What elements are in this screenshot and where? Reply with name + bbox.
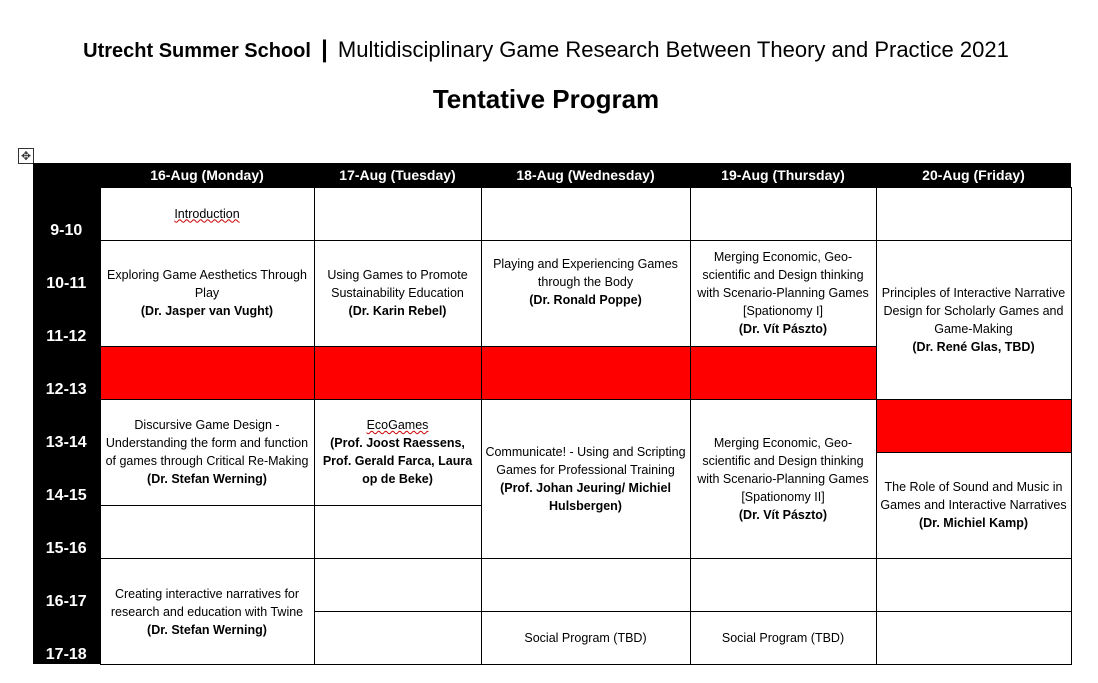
break-cell xyxy=(314,346,481,399)
session-cell[interactable] xyxy=(100,187,314,240)
session-presenter: (Dr. René Glas, TBD) xyxy=(912,339,1035,354)
session-cell[interactable] xyxy=(876,452,1071,558)
table-row xyxy=(33,187,1071,240)
schedule-table xyxy=(33,163,1072,665)
session-title: Using Games to Promote Sustainability Education xyxy=(327,268,468,300)
session-cell[interactable] xyxy=(314,240,481,346)
session-title: Introduction xyxy=(174,206,240,221)
session-cell[interactable] xyxy=(690,240,876,346)
session-presenter: (Dr. Stefan Werning) xyxy=(147,472,267,486)
program-title: Tentative Program xyxy=(432,84,660,114)
session-cell[interactable] xyxy=(481,399,690,558)
empty-cell[interactable] xyxy=(690,187,876,240)
session-title: Discursive Game Design - Understanding the form and function of games through Critical Re-Making xyxy=(105,418,309,468)
heading-separator: | xyxy=(321,36,328,63)
empty-cell[interactable] xyxy=(481,187,690,240)
day-header: 18-Aug (Wednesday) xyxy=(481,163,690,187)
session-cell[interactable] xyxy=(100,240,314,346)
break-cell xyxy=(100,346,314,399)
session-cell[interactable] xyxy=(314,399,481,505)
time-slot: 9-10 xyxy=(33,187,100,240)
table-row xyxy=(33,399,1071,452)
empty-cell[interactable] xyxy=(100,505,314,558)
time-slot: 15-16 xyxy=(33,505,100,558)
session-title: Communicate! - Using and Scripting Games for Professional Training xyxy=(485,444,686,477)
time-slot: 13-14 xyxy=(33,399,100,452)
break-cell xyxy=(481,346,690,399)
break-cell xyxy=(876,399,1071,452)
break-cell xyxy=(690,346,876,399)
session-title: Creating interactive narratives for research and education with Twine xyxy=(110,586,304,619)
session-presenter: (Dr. Karin Rebel) xyxy=(348,304,447,318)
empty-cell[interactable] xyxy=(314,611,481,664)
empty-cell[interactable] xyxy=(876,611,1071,664)
school-name: Utrecht Summer School xyxy=(83,40,311,62)
session-presenter: (Dr. Jasper van Vught) xyxy=(140,304,274,318)
session-cell[interactable] xyxy=(481,611,690,664)
session-presenter: (Prof. Joost Raessens, Prof. Gerald Farca, Laura op de Beke) xyxy=(322,436,473,486)
session-presenter: (Dr. Ronald Poppe) xyxy=(529,292,642,307)
session-cell[interactable] xyxy=(876,240,1071,399)
session-cell[interactable] xyxy=(690,399,876,558)
empty-cell[interactable] xyxy=(314,505,481,558)
empty-cell[interactable] xyxy=(876,558,1071,611)
empty-cell[interactable] xyxy=(481,558,690,611)
session-presenter: (Prof. Johan Jeuring/ Michiel Hulsbergen) xyxy=(500,480,671,513)
session-title: Principles of Interactive Narrative Design for Scholarly Games and Game-Making xyxy=(881,285,1066,336)
session-title: The Role of Sound and Music in Games and Interactive Narratives xyxy=(880,480,1067,512)
session-cell[interactable] xyxy=(100,399,314,505)
session-title: Merging Economic, Geo-scientific and Design thinking with Scenario-Planning Games [Spationomy I] xyxy=(697,250,869,318)
time-slot: 11-12 xyxy=(33,293,100,346)
time-slot: 10-11 xyxy=(33,240,100,293)
time-slot: 14-15 xyxy=(33,452,100,505)
session-presenter: (Dr. Vít Pászto) xyxy=(738,507,828,522)
time-slot: 12-13 xyxy=(33,346,100,399)
empty-cell[interactable] xyxy=(314,558,481,611)
session-title: Social Program (TBD) xyxy=(524,630,647,645)
session-title: EcoGames xyxy=(366,418,429,432)
session-title: Social Program (TBD) xyxy=(721,630,845,645)
session-title: Playing and Experiencing Games through the Body xyxy=(493,256,678,289)
time-slot: 17-18 xyxy=(33,611,100,664)
session-cell[interactable] xyxy=(481,240,690,346)
course-title: Multidisciplinary Game Research Between Theory and Practice 2021 xyxy=(337,37,1009,62)
document-heading xyxy=(0,36,1092,64)
day-header: 17-Aug (Tuesday) xyxy=(314,163,481,187)
session-presenter: (Dr. Michiel Kamp) xyxy=(918,516,1029,530)
day-header: 16-Aug (Monday) xyxy=(100,163,314,187)
time-slot: 16-17 xyxy=(33,558,100,611)
empty-cell[interactable] xyxy=(314,187,481,240)
header-row xyxy=(33,163,1071,187)
day-header: 20-Aug (Friday) xyxy=(876,163,1071,187)
table-row xyxy=(33,558,1071,611)
session-presenter: (Dr. Vít Pászto) xyxy=(738,322,828,336)
corner-cell xyxy=(33,163,100,187)
session-title: Exploring Game Aesthetics Through Play xyxy=(107,268,307,300)
empty-cell[interactable] xyxy=(690,558,876,611)
table-row xyxy=(33,240,1071,293)
empty-cell[interactable] xyxy=(876,187,1071,240)
table-move-handle-icon[interactable]: ✥ xyxy=(18,148,34,164)
day-header: 19-Aug (Thursday) xyxy=(690,163,876,187)
session-cell[interactable] xyxy=(690,611,876,664)
session-title: Merging Economic, Geo-scientific and Design thinking with Scenario-Planning Games [Spationomy II] xyxy=(697,435,869,504)
session-presenter: (Dr. Stefan Werning) xyxy=(147,622,267,637)
session-cell[interactable] xyxy=(100,558,314,664)
